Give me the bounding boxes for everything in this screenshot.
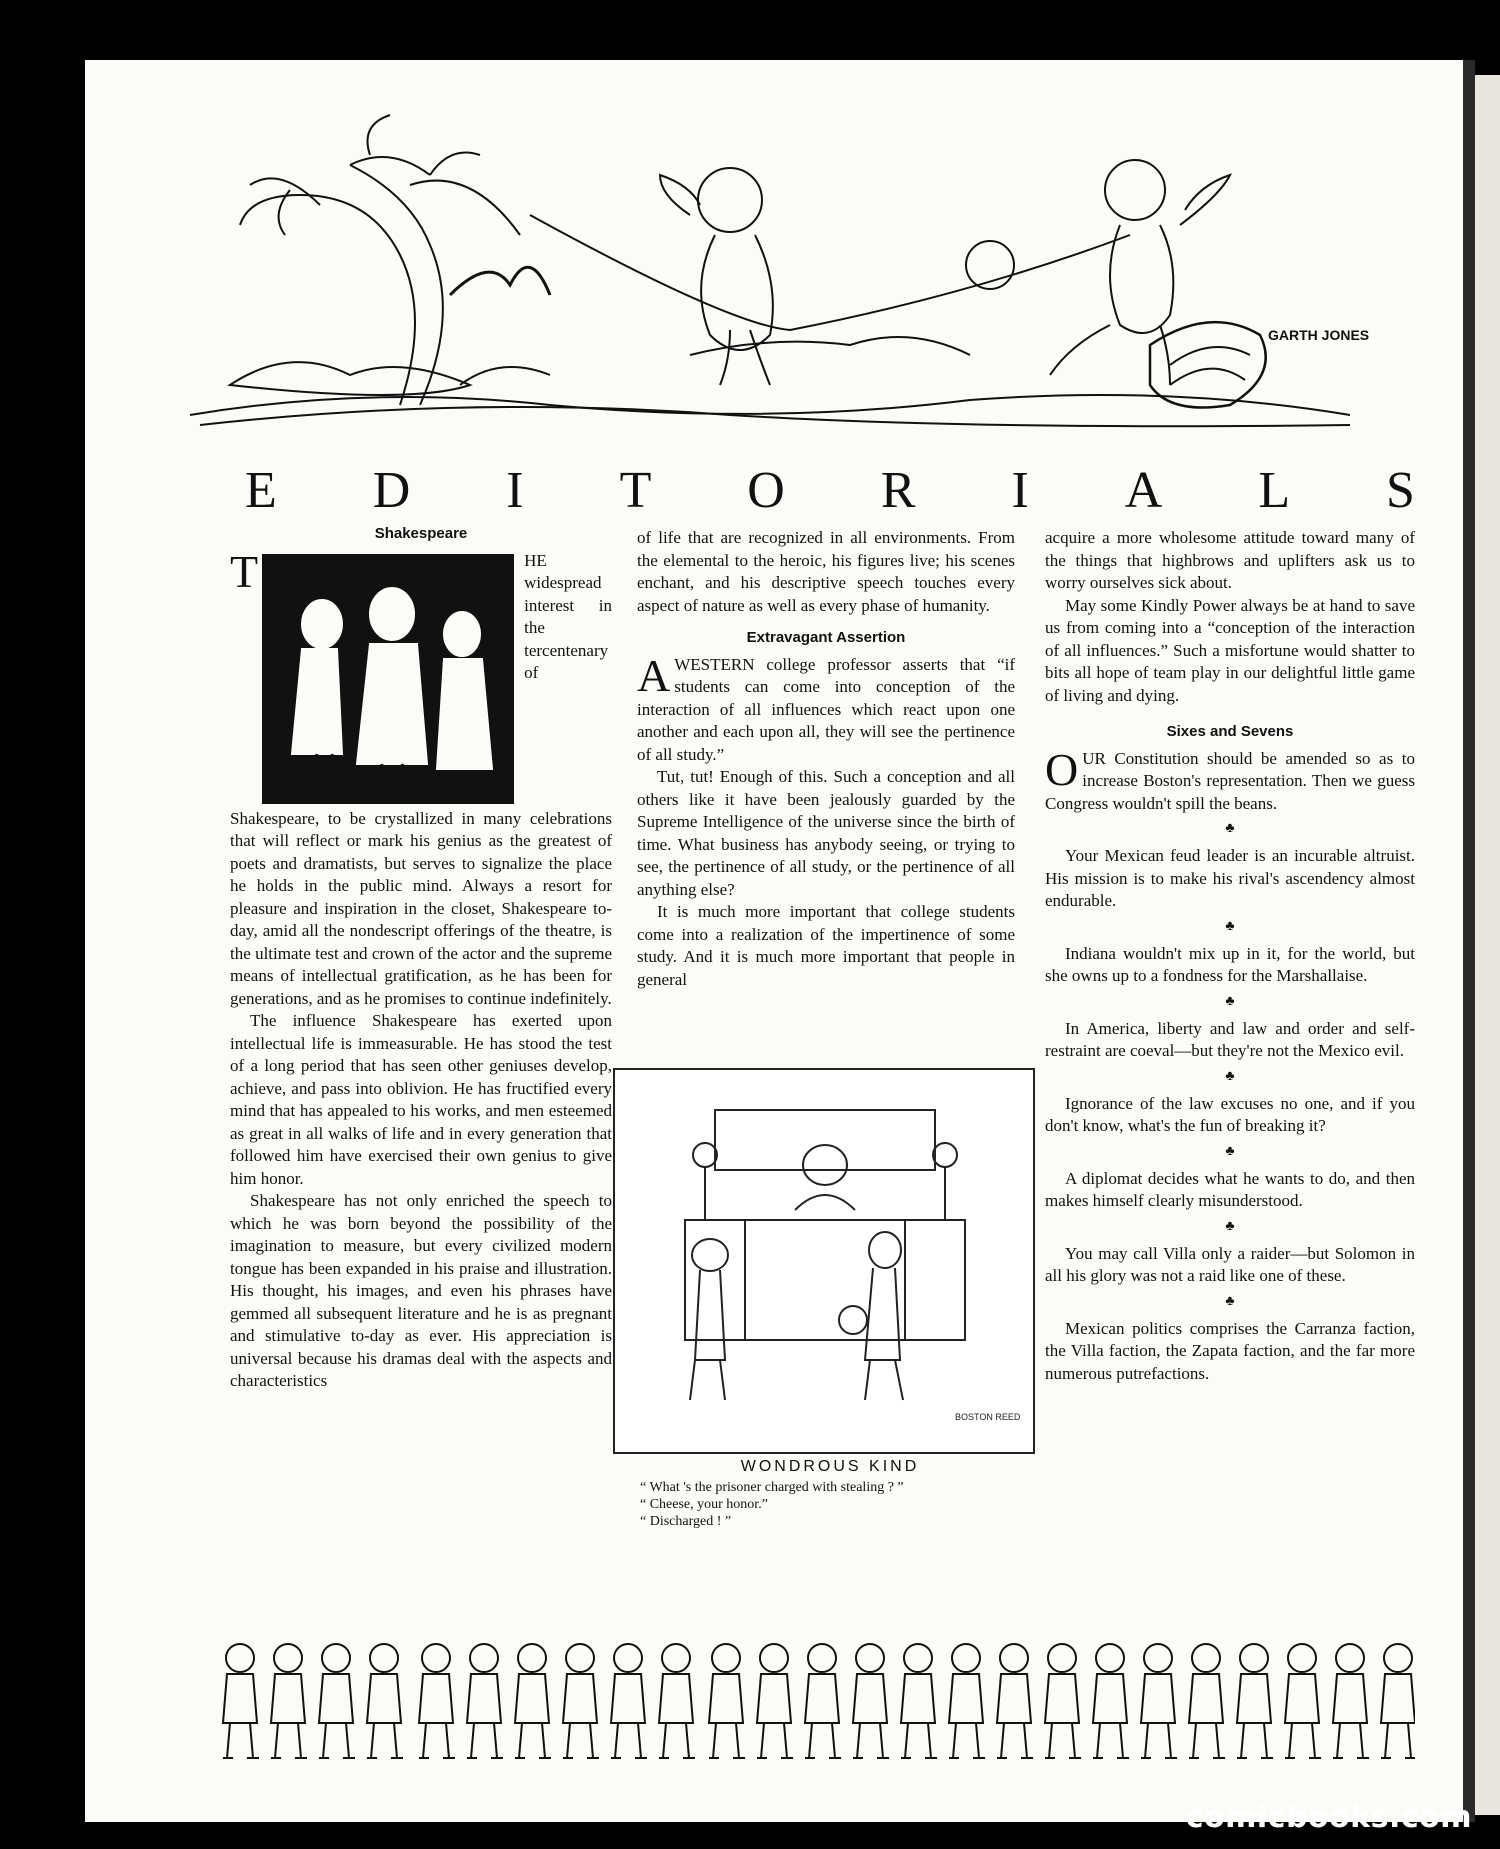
section-heading: Shakespeare <box>374 525 468 542</box>
header-illustration <box>170 85 1400 450</box>
section-heading: Extravagant Assertion <box>746 629 906 646</box>
page-gutter <box>1463 60 1475 1822</box>
caption-line: “ What 's the prisoner charged with stealing ? ” <box>640 1480 904 1495</box>
masthead-letter: D <box>372 461 411 519</box>
cartoon-caption <box>640 1458 1020 1530</box>
epigram: Indiana wouldn't mix up in it, for the world, but she owns up to a fondness for the Marshallaise. <box>1045 943 1415 985</box>
article-paragraph <box>1045 743 1415 816</box>
column-shakespeare <box>230 523 612 1393</box>
masthead-letter: I <box>506 461 524 519</box>
masthead-letter: S <box>1386 461 1415 519</box>
club-separator-icon: ♣ <box>1225 1068 1235 1084</box>
caption-line: “ Discharged ! ” <box>640 1514 732 1529</box>
epigram: You may call Villa only a raider—but Solomon in all his glory was not a raid like one of these. <box>1045 1243 1415 1285</box>
club-separator-icon: ♣ <box>1225 993 1235 1009</box>
epigram: Mexican politics comprises the Carranza faction, the Villa faction, the Zapata faction, and the far more numerous putrefactions. <box>1045 1318 1415 1383</box>
drop-cap: T <box>230 545 259 597</box>
club-separator-icon: ♣ <box>1225 1143 1235 1159</box>
club-separator-icon: ♣ <box>1225 1218 1235 1234</box>
caricature-footer-strip <box>215 1618 1415 1768</box>
cartoon-panel <box>613 1068 1035 1454</box>
epigram: A diplomat decides what he wants to do, and then makes himself clearly misunderstood. <box>1045 1168 1415 1210</box>
masthead-letter: T <box>619 461 652 519</box>
column-extravagant <box>637 527 1015 991</box>
masthead-letter: L <box>1258 461 1291 519</box>
courtroom-cartoon <box>615 1070 1033 1452</box>
masthead-letter: R <box>880 461 916 519</box>
article-paragraph: Tut, tut! Enough of this. Such a conception and all others like it have been jealously guarded by the Supreme Intelligence of the universe since the birth of time. What business has anybody seeing, or trying to see, the pertinence of all study, or the pertinence of all anything else? <box>637 767 1015 899</box>
column-sixes <box>1045 527 1415 1385</box>
article-paragraph: of life that are recognized in all environments. From the elemental to the heroic, his figures live; his scenes enchant, and his descriptive speech touches every aspect of nature as well as every phase of humanity. <box>637 528 1015 615</box>
epigram: Ignorance of the law excuses no one, and if you don't know, what's the fun of breaking it? <box>1045 1093 1415 1135</box>
article-paragraph: Shakespeare has not only enriched the speech to which he was born beyond the possibility of the imagination to measure, but every civilized modern tongue has been expanded in his praise and illustration. His thought, his images, and even his phrases have gemmed all subsequent literature and he is as pregnant and stimulative to-day as ever. His appreciation is universal because his dramas deal with the aspects and characteristics <box>230 1191 612 1390</box>
article-paragraph <box>637 649 1015 767</box>
watermark: comicbooks.com <box>1185 1800 1472 1835</box>
cartoonist-signature: BOSTON REED <box>955 1412 1021 1422</box>
article-paragraph: acquire a more wholesome attitude toward many of the things that highbrows and uplifters ask us to worry ourselves sick about. <box>1045 528 1415 592</box>
article-paragraph: May some Kindly Power always be at hand to save us from coming into a “conception of the interaction of all influences.” Such a misfortune would shatter to bits all hope of team play in our delightful little game of living and dying. <box>1045 595 1415 705</box>
epigram: In America, liberty and law and order and self-restraint are coeval—but they're not the Mexico evil. <box>1045 1018 1415 1060</box>
cartoon-title: WONDROUS KIND <box>740 1458 920 1475</box>
club-separator-icon: ♣ <box>1225 821 1235 836</box>
section-heading: Sixes and Sevens <box>1166 723 1294 740</box>
paragraph-text: WESTERN college professor asserts that “if students can come into conception of the interaction of all influences which react upon one another and each upon all, they will see the pertinence of all study.” <box>637 654 1015 764</box>
drop-cap: O <box>1045 743 1079 795</box>
masthead-letter: I <box>1011 461 1029 519</box>
club-separator-icon: ♣ <box>1225 918 1235 934</box>
epigram: Your Mexican feud leader is an incurable altruist. His mission is to make his rival's ascendency almost endurable. <box>1045 846 1415 910</box>
article-paragraph: The influence Shakespeare has exerted upon intellectual life is immeasurable. He has stood the test of a long period that has seen other geniuses develop, achieve, and pass into oblivion. He has fructified every mind that has appealed to his works, and men esteemed as great in all walks of life and in every generation that followed him have exercised their own genius to give him honor. <box>230 1011 612 1188</box>
masthead-letter: E <box>245 461 277 519</box>
paragraph-text: UR Constitution should be amended so as to increase Boston's representation. Then we guess Congress wouldn't spill the beans. <box>1045 748 1415 813</box>
masthead-letter: A <box>1124 461 1163 519</box>
article-paragraph: It is much more important that college students come into a realization of the impertinence of some study. And it is much more important that people in general <box>637 902 1015 989</box>
editorials-masthead <box>245 455 1415 525</box>
caption-line: “ Cheese, your honor.” <box>640 1497 768 1512</box>
drop-cap: A <box>637 649 671 701</box>
paragraph-text: HE widespread interest in the tercentenary of Shakespeare, to be crystallized in many celebrations that will reflect or mark his genius as the greatest of poets and dramatists, but serves to signalize the place he holds in the public mind. Always a resort for pleasure and inspiration in the closet, Shakespeare to-day, amid all the nondescript offerings of the theatre, is the ultimate test and crown of the actor and the supreme means of intellectual gratification, as he has been for generations, and as he promises to continue indefinitely. <box>230 550 612 1008</box>
artist-signature: GARTH JONES <box>1268 327 1370 343</box>
adjacent-page-edge <box>1475 75 1500 1815</box>
masthead-letter: O <box>747 461 785 519</box>
club-separator-icon: ♣ <box>1225 1293 1235 1309</box>
article-paragraph <box>230 545 612 1011</box>
shakespeare-illustration <box>262 554 514 804</box>
